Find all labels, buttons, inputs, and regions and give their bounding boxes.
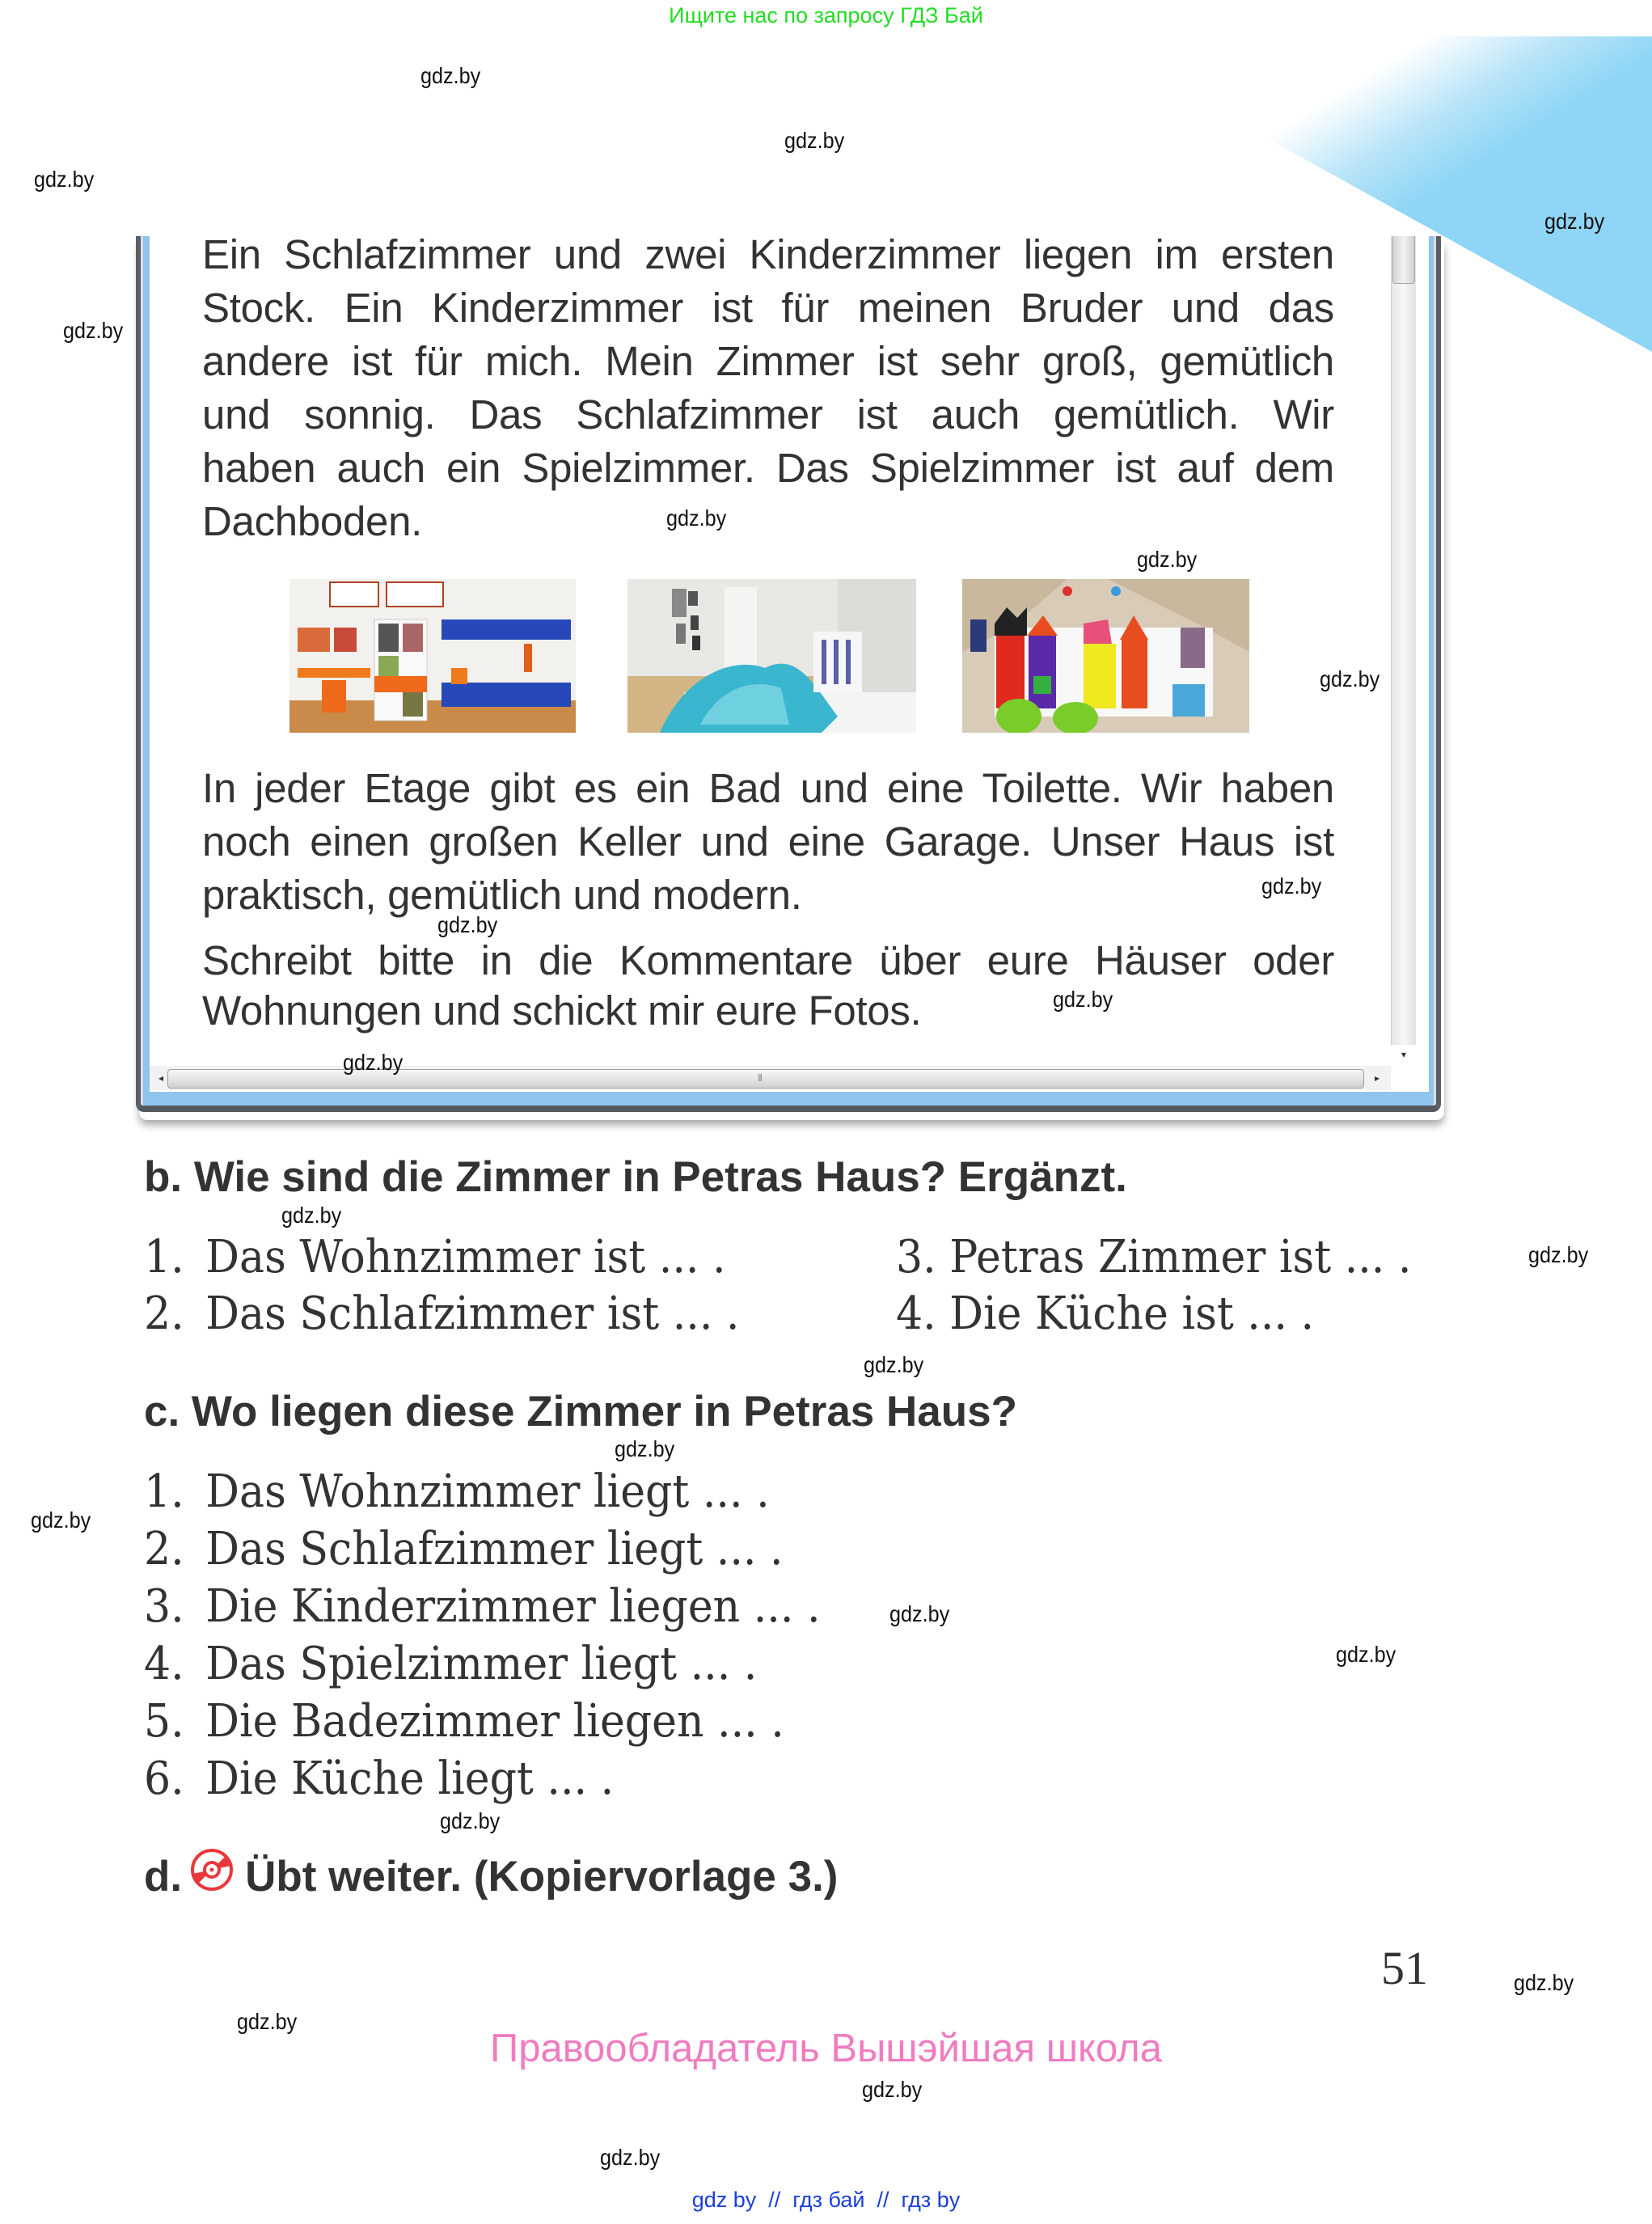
paragraph-line: Stock. Ein Kinderzimmer ist für meinen Bruder und das [202,285,1334,331]
watermark: gdz.by [862,2077,923,2102]
paragraph-line: praktisch, gemütlich und modern. [202,872,802,918]
section-b-item: 1. Das Wohnzimmer ist ... . [144,1231,726,1283]
footer-links[interactable]: gdz by // гдз бай // гдз by [691,2188,961,2212]
watermark: gdz.by [34,167,95,192]
attic-playroom-photo [962,579,1249,733]
paragraph-line: Schreibt bitte in die Kommentare über eure Häuser oder [202,937,1334,983]
watermark: gdz.by [1336,1642,1396,1667]
watermark: gdz.by [666,505,727,531]
section-b-item: 4. Die Küche ist ... . [896,1287,1315,1340]
paragraph-line: andere ist für mich. Mein Zimmer ist sehr groß, gemütlich [202,338,1334,384]
paragraph-line: Dachboden. [202,498,423,544]
watermark: gdz.by [281,1203,342,1228]
watermark: gdz.by [63,318,124,343]
section-c-item: 1. Das Wohnzimmer liegt ... . [144,1465,770,1518]
watermark: gdz.by [237,2009,298,2034]
paragraph-line: Ein Schlafzimmer und zwei Kinderzimmer liegen im ersten [202,231,1334,277]
section-c-heading: c. Wo liegen diese Zimmer in Petras Haus? [144,1388,1017,1435]
bedroom-blue-blanket-photo [627,579,916,733]
section-b-heading: b. Wie sind die Zimmer in Petras Haus? Ergänzt. [144,1153,1127,1201]
watermark: gdz.by [600,2145,661,2170]
paragraph-line: und sonnig. Das Schlafzimmer ist auch gemütlich. Wir [202,391,1334,438]
scroll-down-arrow-icon[interactable]: ▾ [1401,1049,1407,1060]
section-c-item: 2. Das Schlafzimmer liegt ... . [144,1523,784,1575]
section-b-item: 3. Petras Zimmer ist ... . [896,1231,1412,1283]
copyright-notice: Правообладатель Вышэйшая школа [489,2027,1163,2070]
paragraph-line: haben auch ein Spielzimmer. Das Spielzimmer ist auf dem [202,445,1334,491]
vertical-scrollbar[interactable] [1391,236,1416,1045]
watermark: gdz.by [1514,1970,1574,1995]
paragraph-line: Wohnungen und schickt mir eure Fotos. [202,987,922,1034]
watermark: gdz.by [1320,666,1380,691]
watermark: gdz.by [864,1352,924,1377]
watermark: gdz.by [1544,209,1605,234]
watermark: gdz.by [440,1808,501,1833]
watermark: gdz.by [615,1436,675,1461]
kids-room-bunk-bed-photo [289,579,576,733]
paragraph-line: In jeder Etage gibt es ein Bad und eine Toilette. Wir haben [202,765,1334,811]
watermark: gdz.by [1528,1242,1589,1267]
watermark: gdz.by [784,128,845,153]
watermark: gdz.by [889,1601,950,1626]
blog-paragraph-1 [202,228,1334,548]
cd-disc-icon [190,1848,234,1902]
top-banner: Ищите нас по запросу ГДЗ Бай [669,3,983,27]
watermark: gdz.by [437,912,498,937]
watermark: gdz.by [1261,873,1322,898]
section-c-item: 5. Die Badezimmer liegen ... . [144,1695,784,1748]
scroll-left-arrow-icon[interactable]: ◂ [158,1072,164,1084]
blog-paragraph-2 [202,762,1334,922]
scroll-right-arrow-icon[interactable]: ▸ [1374,1072,1380,1084]
paragraph-line: noch einen großen Keller und eine Garage. Unser Haus ist [202,818,1334,865]
section-d-heading: d. Übt weiter. (Kopiervorlage 3.) [144,1852,838,1907]
page-number: 51 [1381,1942,1428,1994]
watermark: gdz.by [1137,547,1198,572]
blog-paragraph-3 [202,936,1334,1036]
watermark: gdz.by [343,1050,403,1075]
scroll-grip-icon: ⦀ [758,1072,763,1084]
section-c-item: 3. Die Kinderzimmer liegen ... . [144,1580,821,1633]
vertical-scroll-thumb[interactable] [1392,236,1415,284]
watermark: gdz.by [1053,987,1113,1012]
section-b-item: 2. Das Schlafzimmer ist ... . [144,1287,740,1340]
watermark: gdz.by [420,63,481,88]
section-c-item: 4. Das Spielzimmer liegt ... . [144,1638,758,1690]
section-c-item: 6. Die Küche liegt ... . [144,1753,615,1805]
watermark: gdz.by [31,1507,91,1533]
